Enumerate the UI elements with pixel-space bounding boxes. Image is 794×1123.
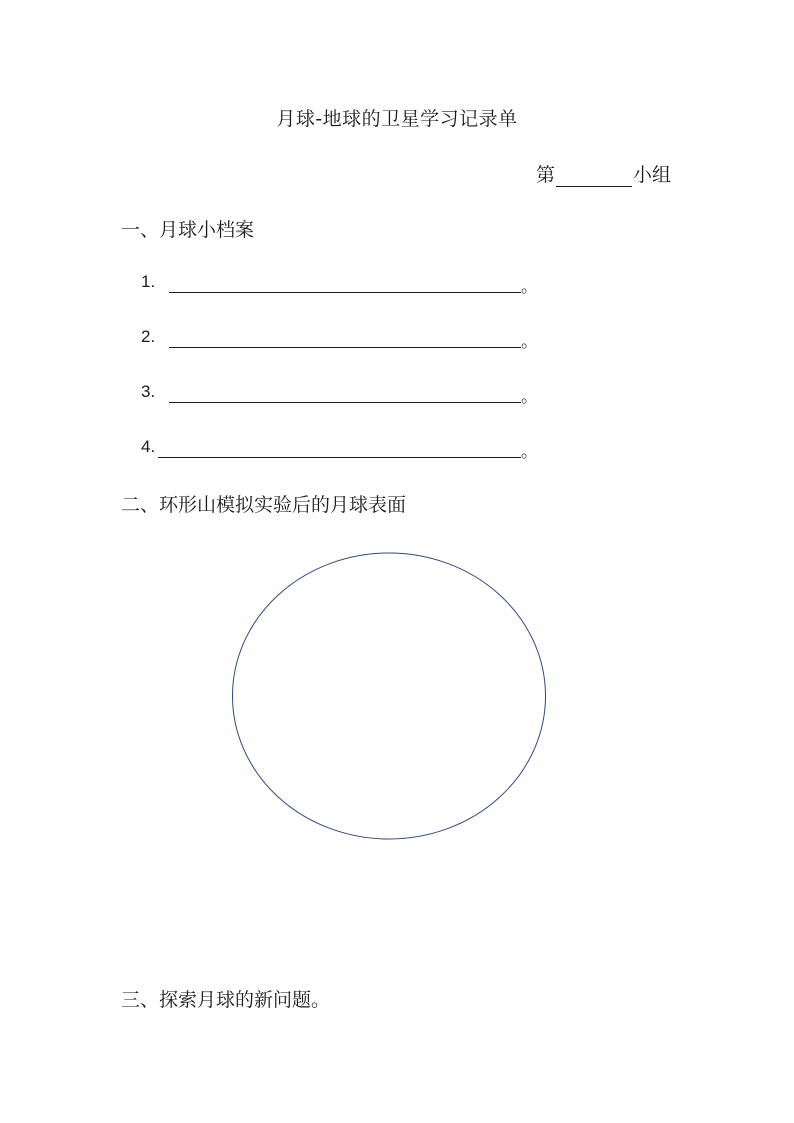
moon-outline-circle [230, 551, 548, 841]
moon-surface-drawing-area[interactable] [230, 551, 548, 841]
list-item [141, 382, 541, 407]
item-period: 。 [521, 442, 538, 462]
answer-blank[interactable] [169, 347, 521, 348]
page-title: 月球-地球的卫星学习记录单 [276, 108, 518, 130]
list-item [141, 272, 541, 297]
item-number: 1. [141, 272, 156, 291]
item-number: 3. [141, 382, 156, 401]
item-number: 4. [141, 437, 156, 456]
answer-blank[interactable] [169, 402, 521, 403]
list-item [141, 437, 541, 462]
section-heading-new-questions: 三、探索月球的新问题。 [121, 989, 331, 1011]
item-period: 。 [521, 277, 538, 297]
group-prefix: 第 [536, 164, 556, 186]
section-heading-moon-profile: 一、月球小档案 [121, 219, 255, 241]
answer-blank[interactable] [158, 457, 521, 458]
section-heading-crater-experiment: 二、环形山模拟实验后的月球表面 [121, 494, 407, 516]
group-number-line [536, 160, 671, 187]
answer-blank[interactable] [169, 292, 521, 293]
item-number: 2. [141, 327, 156, 346]
item-period: 。 [521, 332, 538, 352]
item-period: 。 [521, 387, 538, 407]
list-item [141, 327, 541, 352]
group-suffix: 小组 [633, 164, 672, 186]
group-number-blank[interactable] [556, 164, 632, 187]
